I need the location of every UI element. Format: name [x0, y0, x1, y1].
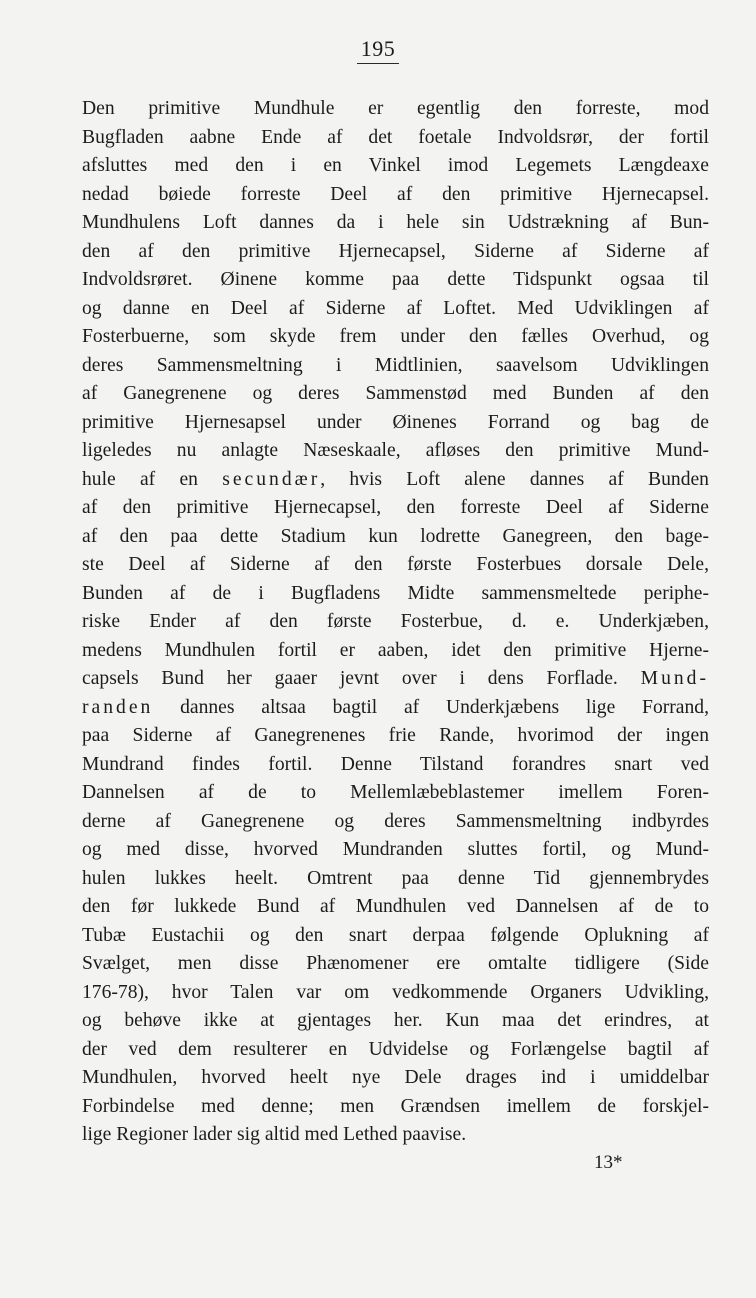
text-segment: , hvis Loft alene dannes af Bunden [320, 468, 709, 490]
text-line: Mundrand findes fortil. Denne Tilstand forandres snart ved [82, 753, 709, 775]
text-line [82, 665, 709, 694]
text-line: og behøve ikke at gjentages her. Kun maa det erindres, at [82, 1010, 709, 1031]
text-line: ligeledes nu anlagte Næseskaale, afløses den primitive Mund- [82, 440, 709, 461]
text-line: og danne en Deel af Siderne af Loftet. Med Udviklingen af [82, 297, 709, 319]
text-line: Bunden af de i Bugfladens Midte sammensmeltede periphe- [82, 582, 709, 604]
text-line: riske Ender af den første Fosterbue, d. e. Underkjæben, [82, 611, 709, 632]
text-line: Forbindelse med denne; men Grændsen imellem de forskjel- [82, 1095, 709, 1117]
text-line: Dannelsen af de to Mellemlæbeblastemer imellem Foren- [82, 782, 709, 803]
text-line: medens Mundhulen fortil er aaben, idet den primitive Hjerne- [82, 639, 709, 661]
emphasized-word: secundær [222, 468, 321, 490]
body-text [82, 95, 709, 1150]
text-line: Tubæ Eustachii og den snart derpaa følgende Oplukning af [82, 924, 709, 946]
text-line: ste Deel af Siderne af den første Fosterbues dorsale Dele, [82, 554, 709, 575]
text-line: nedad bøiede forreste Deel af den primitive Hjernecapsel. [82, 183, 709, 205]
signature-mark: 13* [594, 1152, 623, 1173]
text-line: af Ganegrenene og deres Sammenstød med Bunden af den [82, 383, 709, 404]
emphasized-word: Mund- [640, 668, 709, 689]
text-line: Bugfladen aabne Ende af det foetale Indvoldsrør, der fortil [82, 126, 709, 148]
text-segment: capsels Bund her gaaer jevnt over i dens Forflade. [82, 668, 641, 689]
text-line: 176-78), hvor Talen var om vedkommende Organers Udvikling, [82, 981, 709, 1003]
text-line: Indvoldsrøret. Øinene komme paa dette Tidspunkt ogsaa til [82, 269, 709, 290]
text-line: og med disse, hvorved Mundranden sluttes fortil, og Mund- [82, 839, 709, 860]
text-line: primitive Hjernesapsel under Øinenes Forrand og bag de [82, 411, 709, 433]
text-line: Den primitive Mundhule er egentlig den forreste, mod [82, 98, 709, 119]
text-line: den før lukkede Bund af Mundhulen ved Dannelsen af de to [82, 896, 709, 917]
text-line: der ved dem resulterer en Udvidelse og Forlængelse bagtil af [82, 1038, 709, 1060]
text-line: paa Siderne af Ganegrenenes frie Rande, hvorimod der ingen [82, 725, 709, 746]
text-line [82, 694, 709, 723]
text-line: Fosterbuerne, som skyde frem under den fælles Overhud, og [82, 326, 709, 347]
text-line: lige Regioner lader sig altid med Lethed paavise. [82, 1124, 467, 1145]
text-line: hulen lukkes heelt. Omtrent paa denne Tid gjennembrydes [82, 867, 709, 889]
text-line: deres Sammensmeltning i Midtlinien, saavelsom Udviklingen [82, 354, 709, 376]
text-line: Mundhulens Loft dannes da i hele sin Udstrækning af Bun- [82, 212, 709, 233]
text-line: Svælget, men disse Phænomener ere omtalte tidligere (Side [82, 953, 709, 974]
text-segment: hule af en [82, 468, 223, 490]
text-line: den af den primitive Hjernecapsel, Siderne af Siderne af [82, 240, 709, 262]
text-line: Mundhulen, hvorved heelt nye Dele drages ind i umiddelbar [82, 1067, 709, 1088]
emphasized-word: randen [82, 696, 154, 718]
text-line: afsluttes med den i en Vinkel imod Legemets Længdeaxe [82, 155, 709, 176]
text-line: af den paa dette Stadium kun lodrette Ganegreen, den bage- [82, 525, 709, 547]
text-line: af den primitive Hjernecapsel, den forreste Deel af Siderne [82, 497, 709, 518]
text-line: derne af Ganegrenene og deres Sammensmeltning indbyrdes [82, 810, 709, 832]
text-segment: dannes altsaa bagtil af Underkjæbens lige Forrand, [153, 696, 709, 718]
text-line [82, 466, 709, 495]
page-number: 195 [0, 36, 756, 64]
